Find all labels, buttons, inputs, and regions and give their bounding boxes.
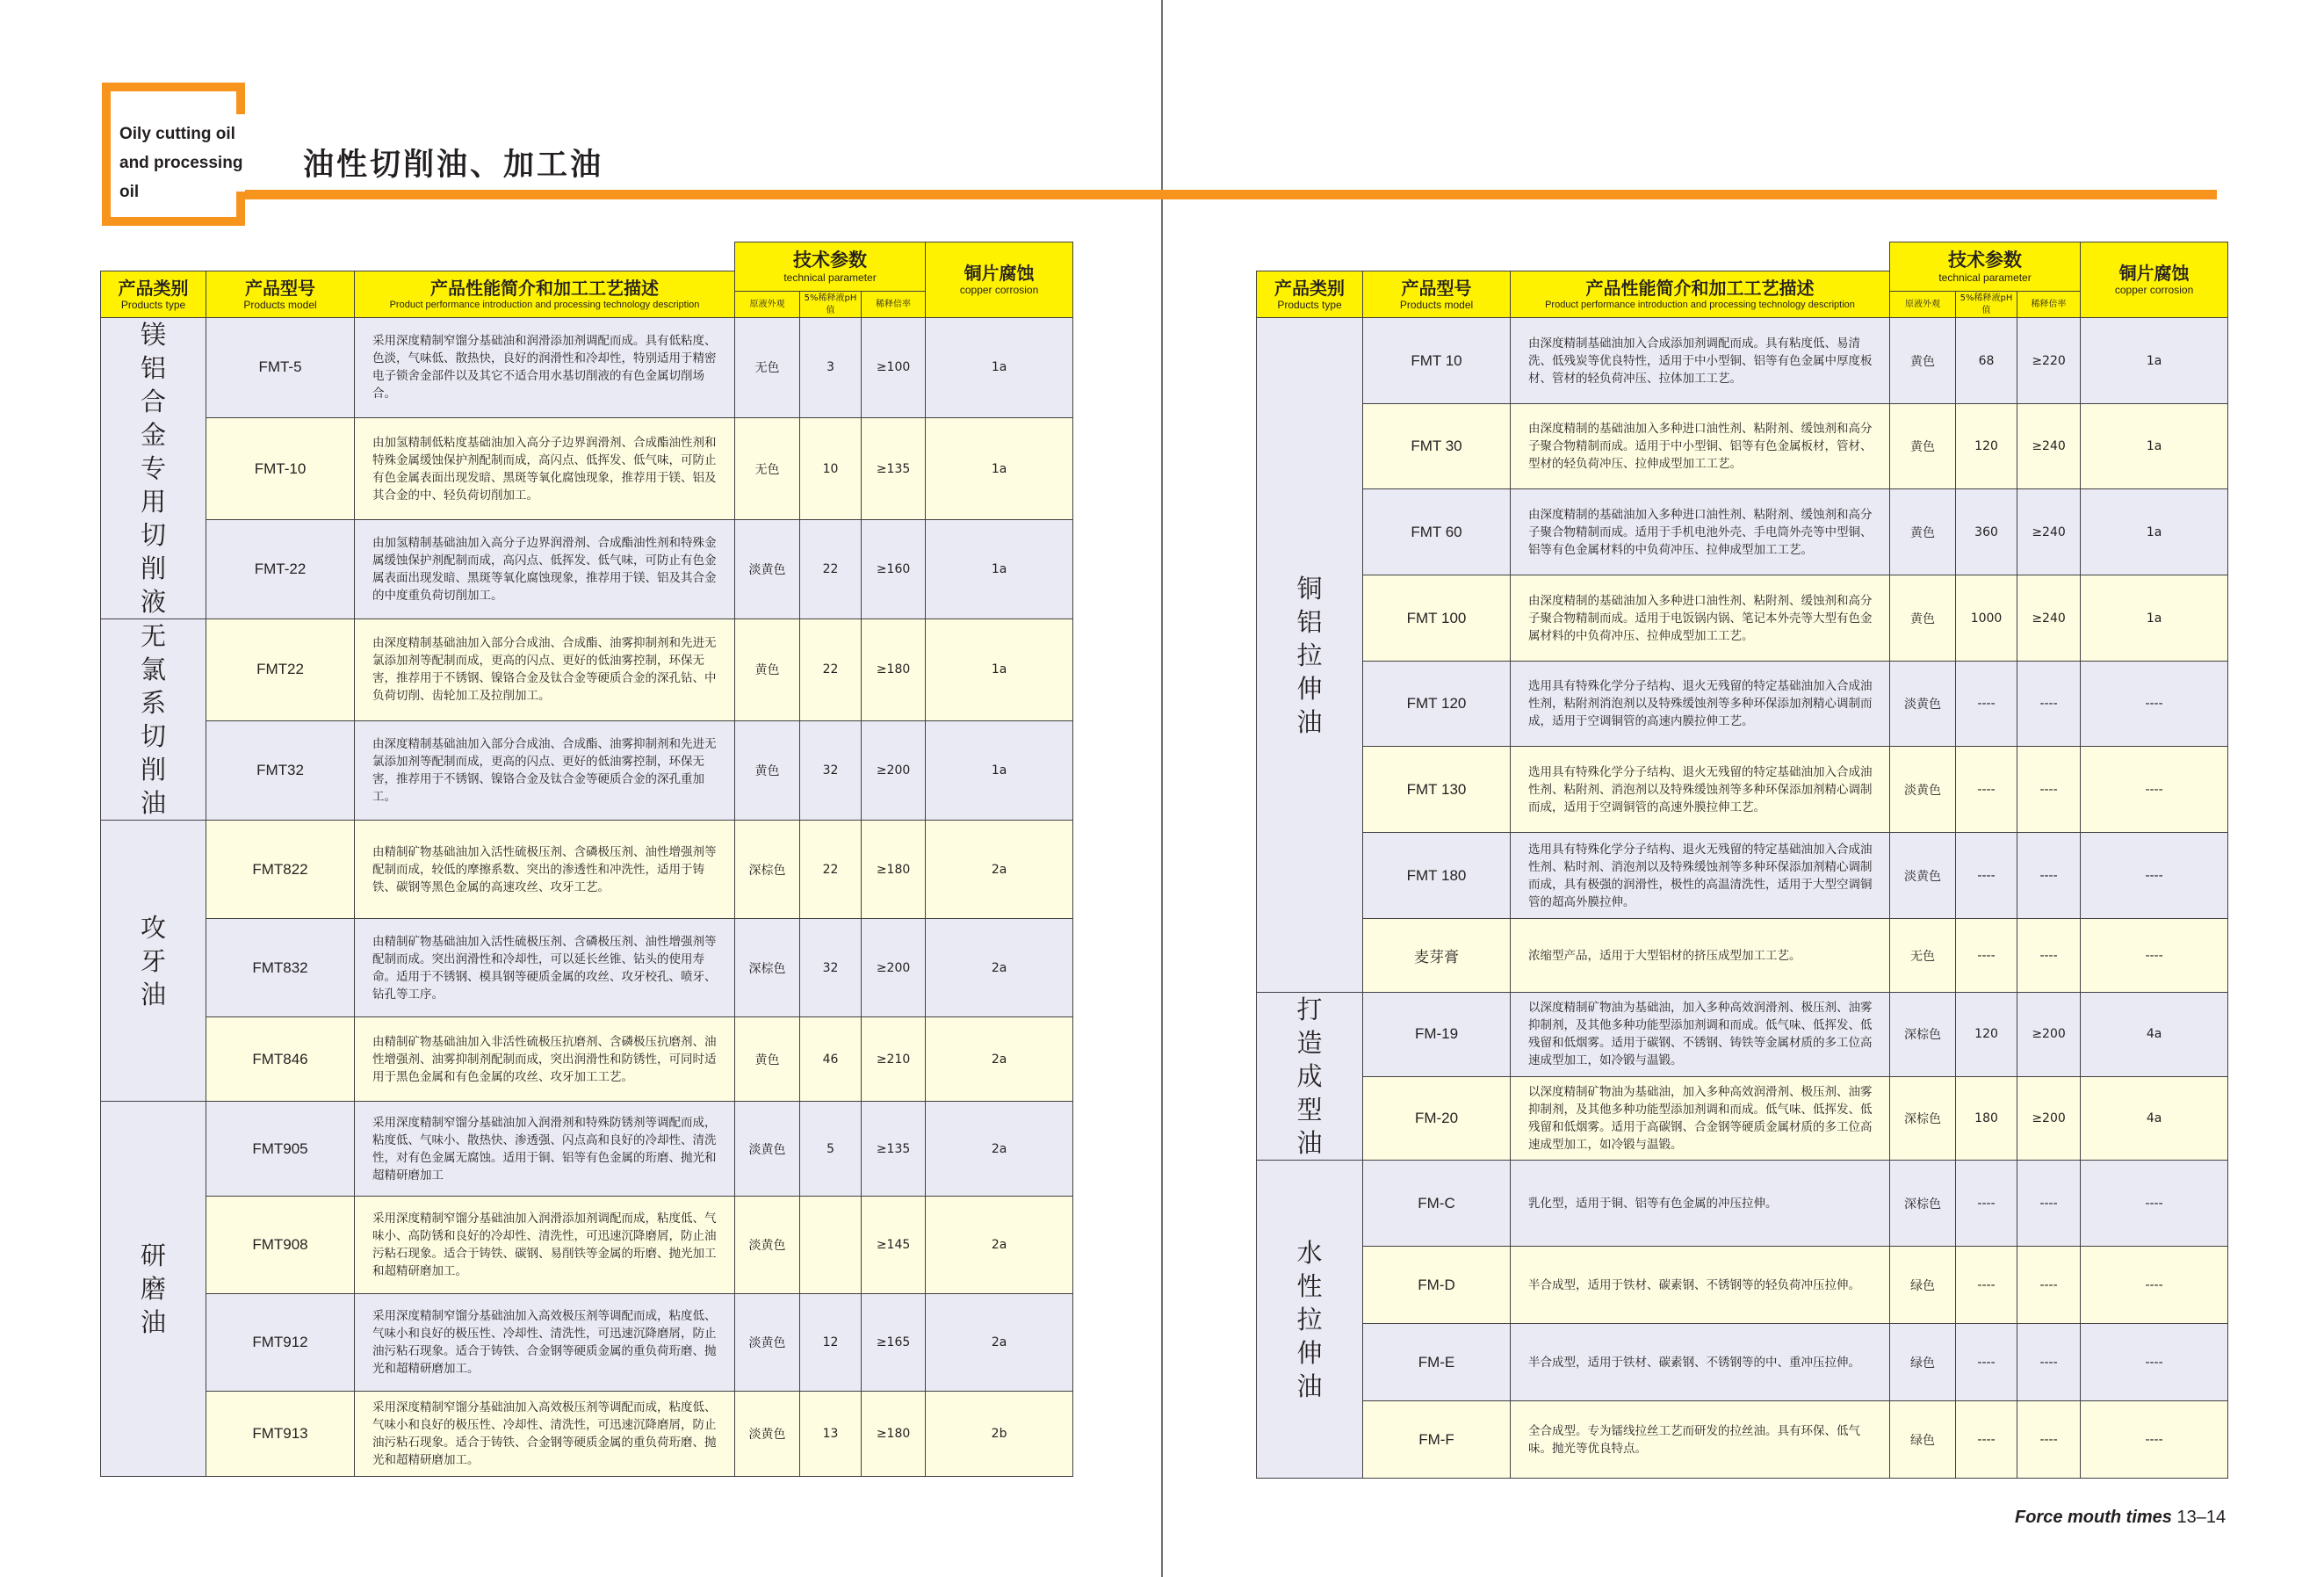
category-cell: [1257, 993, 1363, 1161]
right-product-table: [1256, 242, 2228, 1479]
description-cell: 由加氢精制基础油加入高分子边界润滑剂、合成酯油性剂和特殊金属缓蚀保护剂配制而成，高闪点、低挥发、低气味，可防止有色金属表面出现发暗、黑斑等氧化腐蚀现象，推荐用于镁、铝及其合金的中度重负荷切削加工。: [355, 520, 735, 619]
ph-cell: 360: [1956, 489, 2017, 575]
description-cell: 由深度精制的基础油加入多种进口油性剂、粘附剂、缓蚀剂和高分子聚合物精制而成。适用于中小型铜、铝等有色金属板材，管材、型材的轻负荷冲压、拉伸成型加工工艺。: [1511, 404, 1890, 489]
description-cell: 全合成型。专为镭线拉丝工艺而研发的拉丝油。具有环保、低气味。抛光等优良特点。: [1511, 1401, 1890, 1479]
model-header: 产品型号 Products model: [206, 271, 355, 318]
dilution-cell: ----: [2017, 833, 2081, 919]
table-row: [101, 821, 1073, 919]
description-cell: 浓缩型产品，适用于大型铝材的挤压成型加工工艺。: [1511, 919, 1890, 993]
ph-cell: 32: [800, 919, 862, 1017]
dilution-cell: ≥135: [862, 1102, 926, 1197]
description-cell: 由深度精制基础油加入部分合成油、合成酯、油雾抑制剂和先进无氯添加剂等配制而成，更高的闪点、更好的低油雾控制，环保无害，推荐用于不锈钢、镍铬合金及钛合金等硬质合金的深孔钻、中负荷切削、齿轮加工及拉削加工。: [355, 619, 735, 721]
model-cell: FMT 30: [1363, 404, 1511, 489]
table-row: [1257, 1161, 2228, 1247]
model-cell: FM-C: [1363, 1161, 1511, 1247]
model-cell: 麦芽膏: [1363, 919, 1511, 993]
copper-cell: 1a: [926, 417, 1073, 519]
dilution-cell: ≥210: [862, 1017, 926, 1102]
category-header: 产品类别 Products type: [101, 271, 206, 318]
copper-cell: 2a: [926, 1017, 1073, 1102]
model-cell: FMT22: [206, 619, 355, 721]
copper-cell: 1a: [2081, 489, 2228, 575]
table-row: [101, 1102, 1073, 1197]
dilution-cell: ≥240: [2017, 575, 2081, 662]
appearance-cell: 淡黄色: [735, 1294, 800, 1392]
ph-cell: 12: [800, 1294, 862, 1392]
appearance-cell: 无色: [1890, 919, 1956, 993]
description-header: 产品性能简介和加工工艺描述 Product performance introduction and processing technology description: [355, 271, 735, 318]
appearance-cell: 淡黄色: [1890, 662, 1956, 747]
model-cell: FMT-5: [206, 318, 355, 418]
appearance-cell: 黄色: [1890, 404, 1956, 489]
table-row: [1257, 318, 2228, 404]
description-cell: 半合成型，适用于铁材、碳素钢、不锈钢等的中、重冲压拉伸。: [1511, 1324, 1890, 1401]
ph-cell: 32: [800, 720, 862, 820]
table-row: [101, 1392, 1073, 1477]
ph-header: 5%稀释液pH值: [1956, 292, 2017, 318]
description-cell: 由深度精制基础油加入部分合成油、合成酯、油雾抑制剂和先进无氯添加剂等配制而成，更高的闪点、更好的低油雾控制，环保无害，推荐用于不锈钢、镍铬合金及钛合金等硬质合金的深孔重加工。: [355, 720, 735, 820]
copper-cell: ----: [2081, 747, 2228, 833]
ph-cell: 22: [800, 821, 862, 919]
dilution-cell: ----: [2017, 747, 2081, 833]
category-header: 产品类别 Products type: [1257, 271, 1363, 318]
appearance-header: 原液外观: [1890, 292, 1956, 318]
dilution-cell: ----: [2017, 1324, 2081, 1401]
category-cell: [101, 619, 206, 821]
copper-cell: ----: [2081, 662, 2228, 747]
description-cell: 半合成型，适用于铁材、碳素钢、不锈钢等的轻负荷冲压拉伸。: [1511, 1247, 1890, 1324]
appearance-cell: 绿色: [1890, 1247, 1956, 1324]
dilution-cell: ≥180: [862, 1392, 926, 1477]
dilution-cell: ----: [2017, 662, 2081, 747]
table-row: [101, 318, 1073, 418]
table-row: [101, 720, 1073, 820]
page-footer: [2015, 1508, 2226, 1528]
table-row: [1257, 662, 2228, 747]
dilution-cell: ≥200: [2017, 993, 2081, 1077]
category-cell: [101, 318, 206, 619]
dilution-cell: ----: [2017, 1401, 2081, 1479]
dilution-cell: ≥160: [862, 520, 926, 619]
model-cell: FMT-22: [206, 520, 355, 619]
page-title: 油性切削油、加工油: [303, 148, 604, 183]
dilution-cell: ≥200: [2017, 1076, 2081, 1161]
header-rule: [245, 190, 2217, 199]
dilution-cell: ≥180: [862, 619, 926, 721]
table-row: [101, 417, 1073, 519]
description-cell: 由深度精制基础油加入合成添加剂调配而成。具有粘度低、易清洗、低残炭等优良特性，适用于中小型铜、铝等有色金属中厚度板材、管材的轻负荷冲压、拉体加工工艺。: [1511, 318, 1890, 404]
appearance-cell: 深棕色: [735, 821, 800, 919]
copper-cell: ----: [2081, 1247, 2228, 1324]
tech-param-header: 技术参数 technical parameter: [1890, 242, 2081, 292]
page-fold: [1161, 0, 1163, 1577]
dilution-cell: ≥200: [862, 720, 926, 820]
ph-cell: 1000: [1956, 575, 2017, 662]
ph-cell: 3: [800, 318, 862, 418]
appearance-cell: 淡黄色: [1890, 833, 1956, 919]
copper-cell: 4a: [2081, 993, 2228, 1077]
table-row: [1257, 1076, 2228, 1161]
model-cell: FMT822: [206, 821, 355, 919]
ph-cell: ----: [1956, 833, 2017, 919]
description-cell: 采用深度精制窄馏分基础油加入高效极压剂等调配而成，粘度低、气味小和良好的极压性、冷却性、清洗性，可迅速沉降磨屑，防止油污粘石现象。适合于铸铁、合金钢等硬质金属的重负荷珩磨、抛光和超精研磨加工。: [355, 1294, 735, 1392]
table-row: [1257, 1324, 2228, 1401]
model-cell: FMT 60: [1363, 489, 1511, 575]
copper-cell: 2a: [926, 1294, 1073, 1392]
description-cell: 由精制矿物基础油加入活性硫极压剂、含磷极压剂、油性增强剂等配制而成，较低的摩擦系数、突出的渗透性和冲洗性，适用于铸铁、碳钢等黑色金属的高速攻丝、攻牙工艺。: [355, 821, 735, 919]
category-label: 打造成型油: [1296, 995, 1323, 1158]
category-label: 攻牙油: [140, 912, 166, 1009]
dilution-cell: ≥100: [862, 318, 926, 418]
table-row: [101, 1017, 1073, 1102]
model-cell: FM-D: [1363, 1247, 1511, 1324]
appearance-cell: 淡黄色: [735, 1392, 800, 1477]
ph-cell: 22: [800, 619, 862, 721]
page-numbers: 13–14: [2176, 1508, 2227, 1527]
copper-cell: ----: [2081, 1401, 2228, 1479]
copper-corrosion-header: 铜片腐蚀 copper corrosion: [926, 242, 1073, 318]
model-cell: FMT 10: [1363, 318, 1511, 404]
dilution-cell: ----: [2017, 1161, 2081, 1247]
appearance-cell: 黄色: [735, 720, 800, 820]
description-cell: 以深度精制矿物油为基础油，加入多种高效润滑剂、极压剂、油雾抑制剂，及其他多种功能型添加剂调和而成。低气味、低挥发、低残留和低烟雾。适用于碳钢、不锈钢、铸铁等金属材质的多工位高速成型加工，如冷锻与温锻。: [1511, 993, 1890, 1077]
model-cell: FM-19: [1363, 993, 1511, 1077]
copper-cell: 2a: [926, 1102, 1073, 1197]
dilution-header: 稀释倍率: [862, 292, 926, 318]
ph-cell: 46: [800, 1017, 862, 1102]
appearance-cell: 绿色: [1890, 1401, 1956, 1479]
left-product-table: [100, 242, 1073, 1477]
category-label: 水性拉伸油: [1296, 1237, 1323, 1401]
table-row: [1257, 404, 2228, 489]
dilution-cell: ≥220: [2017, 318, 2081, 404]
copper-cell: 1a: [926, 318, 1073, 418]
copper-cell: 4a: [2081, 1076, 2228, 1161]
ph-cell: ----: [1956, 919, 2017, 993]
dilution-cell: ≥200: [862, 919, 926, 1017]
ph-cell: ----: [1956, 1324, 2017, 1401]
model-cell: FMT 130: [1363, 747, 1511, 833]
copper-cell: 1a: [2081, 318, 2228, 404]
copper-cell: 1a: [926, 520, 1073, 619]
model-cell: FMT913: [206, 1392, 355, 1477]
model-cell: FMT32: [206, 720, 355, 820]
dilution-cell: ≥180: [862, 821, 926, 919]
description-cell: 由深度精制的基础油加入多种进口油性剂、粘附剂、缓蚀剂和高分子聚合物精制而成。适用于电饭锅内锅、笔记本外壳等大型有色金属材料的中负荷冲压、拉伸成型加工工艺。: [1511, 575, 1890, 662]
table-row: [101, 520, 1073, 619]
ph-cell: ----: [1956, 662, 2017, 747]
description-cell: 乳化型，适用于铜、铝等有色金属的冲压拉伸。: [1511, 1161, 1890, 1247]
copper-cell: ----: [2081, 1324, 2228, 1401]
ph-cell: 5: [800, 1102, 862, 1197]
table-row: [1257, 1401, 2228, 1479]
ph-cell: 13: [800, 1392, 862, 1477]
description-cell: 以深度精制矿物油为基础油，加入多种高效润滑剂、极压剂、油雾抑制剂，及其他多种功能型添加剂调和而成。低气味、低挥发、低残留和低烟雾。适用于高碳钢、合金钢等硬质金属材质的多工位高速成型加工，如冷锻与温锻。: [1511, 1076, 1890, 1161]
copper-cell: ----: [2081, 833, 2228, 919]
model-cell: FMT 120: [1363, 662, 1511, 747]
ph-cell: 180: [1956, 1076, 2017, 1161]
category-cell: [1257, 318, 1363, 993]
tech-param-header: 技术参数 technical parameter: [735, 242, 926, 292]
ph-cell: ----: [1956, 1247, 2017, 1324]
model-cell: FMT832: [206, 919, 355, 1017]
appearance-cell: 黄色: [1890, 575, 1956, 662]
ph-cell: 10: [800, 417, 862, 519]
table-row: [101, 1197, 1073, 1294]
ph-cell: 22: [800, 520, 862, 619]
model-cell: FMT908: [206, 1197, 355, 1294]
dilution-cell: ≥145: [862, 1197, 926, 1294]
category-label: 镁铝合金专用切削液: [140, 320, 166, 617]
model-cell: FMT846: [206, 1017, 355, 1102]
copper-cell: 2b: [926, 1392, 1073, 1477]
table-row: [101, 619, 1073, 721]
category-label: 铜铝拉伸油: [1296, 573, 1323, 737]
dilution-cell: ----: [2017, 919, 2081, 993]
label-frame-bottom: [102, 217, 245, 226]
appearance-cell: 绿色: [1890, 1324, 1956, 1401]
appearance-header: 原液外观: [735, 292, 800, 318]
copper-cell: ----: [2081, 1161, 2228, 1247]
description-cell: 选用具有特殊化学分子结构、退火无残留的特定基础油加入合成油性剂、粘时剂、消泡剂以及特殊缓蚀剂等多种环保添加剂精心调制而成，具有极强的润滑性，极性的高温清洗性，适用于大型空调铜管的超高外膜拉伸。: [1511, 833, 1890, 919]
model-cell: FMT-10: [206, 417, 355, 519]
model-cell: FM-20: [1363, 1076, 1511, 1161]
appearance-cell: 黄色: [1890, 318, 1956, 404]
appearance-cell: 淡黄色: [735, 520, 800, 619]
table-row: [101, 919, 1073, 1017]
table-row: [1257, 919, 2228, 993]
appearance-cell: 黄色: [1890, 489, 1956, 575]
category-label: 无氯系切削油: [140, 621, 166, 818]
description-header: 产品性能简介和加工工艺描述 Product performance introduction and processing technology description: [1511, 271, 1890, 318]
category-label: 研磨油: [140, 1241, 166, 1337]
table-row: [1257, 833, 2228, 919]
dilution-cell: ----: [2017, 1247, 2081, 1324]
dilution-cell: ≥135: [862, 417, 926, 519]
section-label-en: Oily cutting oil and processing oil: [119, 125, 243, 201]
model-header: 产品型号 Products model: [1363, 271, 1511, 318]
ph-cell: 120: [1956, 404, 2017, 489]
category-cell: [101, 1102, 206, 1477]
dilution-cell: ≥240: [2017, 489, 2081, 575]
table-row: [101, 1294, 1073, 1392]
table-row: [1257, 993, 2228, 1077]
description-cell: 由深度精制的基础油加入多种进口油性剂、粘附剂、缓蚀剂和高分子聚合物精制而成。适用于手机电池外壳、手电筒外壳等中型铜、铝等有色金属材料的中负荷冲压、拉伸成型加工工艺。: [1511, 489, 1890, 575]
ph-cell: 120: [1956, 993, 2017, 1077]
copper-cell: 1a: [926, 619, 1073, 721]
copper-cell: 1a: [2081, 575, 2228, 662]
appearance-cell: 淡黄色: [735, 1102, 800, 1197]
ph-cell: [800, 1197, 862, 1294]
description-cell: 选用具有特殊化学分子结构、退火无残留的特定基础油加入合成油性剂、粘附剂、消泡剂以及特殊缓蚀剂等多种环保添加剂精心调制而成，适用于空调铜管的高速外膜拉伸工艺。: [1511, 747, 1890, 833]
ph-cell: ----: [1956, 1161, 2017, 1247]
appearance-cell: 深棕色: [1890, 1076, 1956, 1161]
copper-cell: 1a: [2081, 404, 2228, 489]
appearance-cell: 黄色: [735, 1017, 800, 1102]
description-cell: 采用深度精制窄馏分基础油加入高效极压剂等调配而成，粘度低、气味小和良好的极压性、冷却性、清洗性，可迅速沉降磨屑，防止油污粘石现象。适合于铸铁、合金钢等硬质金属的重负荷珩磨、抛光和超精研磨加工。: [355, 1392, 735, 1477]
description-cell: 采用深度精制窄馏分基础油加入润滑添加剂调配而成，粘度低、气味小、高防锈和良好的冷却性、清洗性，可迅速沉降磨屑，防止油污粘石现象。适合于铸铁、碳钢、易削铁等金属的珩磨、抛光加工和超精研磨加工。: [355, 1197, 735, 1294]
dilution-header: 稀释倍率: [2017, 292, 2081, 318]
model-cell: FMT 100: [1363, 575, 1511, 662]
appearance-cell: 深棕色: [1890, 993, 1956, 1077]
copper-corrosion-header: 铜片腐蚀 copper corrosion: [2081, 242, 2228, 318]
description-cell: 由精制矿物基础油加入活性硫极压剂、含磷极压剂、油性增强剂等配制而成。突出润滑性和冷却性，可以延长丝锥、钻头的使用寿命。适用于不锈钢、模具钢等硬质金属的攻丝、攻牙校孔、喷牙、钻孔等工序。: [355, 919, 735, 1017]
ph-header: 5%稀释液pH值: [800, 292, 862, 318]
appearance-cell: 淡黄色: [735, 1197, 800, 1294]
category-cell: [1257, 1161, 1363, 1479]
dilution-cell: ≥165: [862, 1294, 926, 1392]
copper-cell: 2a: [926, 1197, 1073, 1294]
appearance-cell: 无色: [735, 318, 800, 418]
description-cell: 采用深度精制窄馏分基础油加入润滑剂和特殊防锈剂等调配而成，粘度低、气味小、散热快、渗透强、闪点高和良好的冷却性、清洗性，对有色金属无腐蚀。适用于铜、铝等有色金属的珩磨、抛光和超精研磨加工: [355, 1102, 735, 1197]
footer-brand: Force mouth times: [2015, 1508, 2172, 1527]
model-cell: FM-E: [1363, 1324, 1511, 1401]
description-cell: 由加氢精制低粘度基础油加入高分子边界润滑剂、合成酯油性剂和特殊金属缓蚀保护剂配制而成，高闪点、低挥发、低气味，可防止有色金属表面出现发暗、黑斑等氧化腐蚀现象，推荐用于镁、铝及其合金的中、轻负荷切削加工。: [355, 417, 735, 519]
ph-cell: ----: [1956, 1401, 2017, 1479]
description-cell: 选用具有特殊化学分子结构、退火无残留的特定基础油加入合成油性剂，粘附剂消泡剂以及特殊缓蚀剂等多种环保添加剂精心调制而成，适用于空调铜管的高速内膜拉伸工艺。: [1511, 662, 1890, 747]
table-row: [1257, 575, 2228, 662]
category-cell: [101, 821, 206, 1102]
copper-cell: ----: [2081, 919, 2228, 993]
model-cell: FM-F: [1363, 1401, 1511, 1479]
model-cell: FMT 180: [1363, 833, 1511, 919]
copper-cell: 2a: [926, 821, 1073, 919]
ph-cell: 68: [1956, 318, 2017, 404]
description-cell: 由精制矿物基础油加入非活性硫极压抗磨剂、含磷极压抗磨剂、油性增强剂、油雾抑制剂配制而成，突出润滑性和防锈性，可同时适用于黑色金属和有色金属的攻丝、攻牙加工工艺。: [355, 1017, 735, 1102]
appearance-cell: 淡黄色: [1890, 747, 1956, 833]
appearance-cell: 深棕色: [735, 919, 800, 1017]
description-cell: 采用深度精制窄馏分基础油和润滑添加剂调配而成。具有低粘度、色淡，气味低、散热快，良好的润滑性和冷却性，特别适用于精密电子锁舍金部件以及其它不适合用水基切削液的有色金属切削场合。: [355, 318, 735, 418]
appearance-cell: 无色: [735, 417, 800, 519]
appearance-cell: 深棕色: [1890, 1161, 1956, 1247]
ph-cell: ----: [1956, 747, 2017, 833]
model-cell: FMT912: [206, 1294, 355, 1392]
dilution-cell: ≥240: [2017, 404, 2081, 489]
table-row: [1257, 1247, 2228, 1324]
copper-cell: 2a: [926, 919, 1073, 1017]
appearance-cell: 黄色: [735, 619, 800, 721]
model-cell: FMT905: [206, 1102, 355, 1197]
copper-cell: 1a: [926, 720, 1073, 820]
label-frame-right-top: [236, 83, 245, 114]
table-row: [1257, 489, 2228, 575]
table-row: [1257, 747, 2228, 833]
